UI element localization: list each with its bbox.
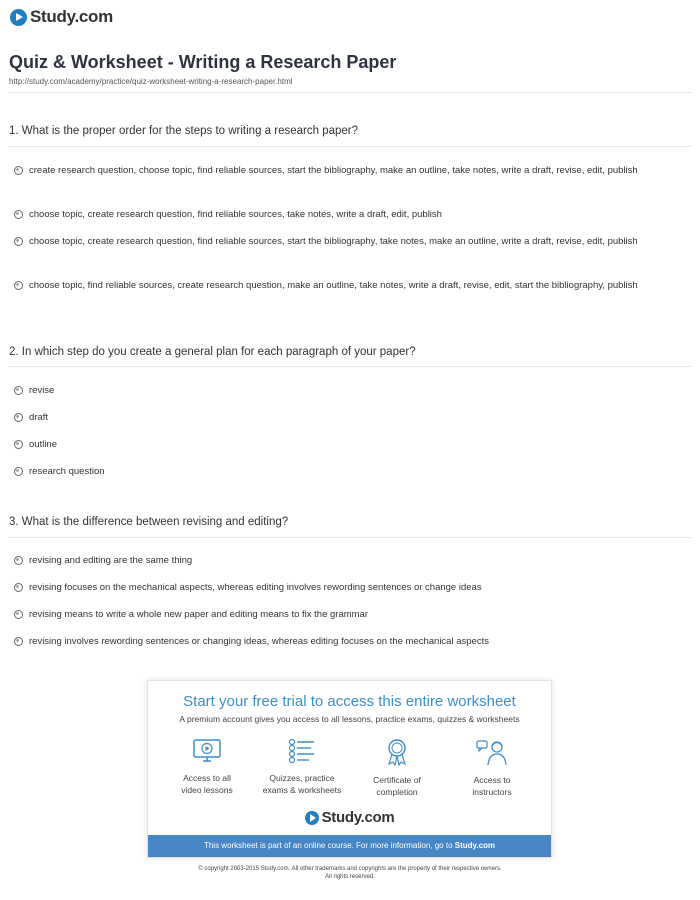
logo-text: Study.com	[30, 7, 113, 26]
free-trial-promo[interactable]	[147, 680, 552, 858]
promo-logo-text: Study.com	[321, 809, 395, 826]
radio-button[interactable]	[14, 237, 23, 246]
radio-button[interactable]	[14, 413, 23, 422]
radio-button[interactable]	[14, 210, 23, 219]
answer-option[interactable]	[14, 279, 686, 294]
quiz-list-icon	[287, 738, 317, 764]
answer-option[interactable]	[14, 411, 686, 426]
radio-button[interactable]	[14, 467, 23, 476]
instructor-icon	[475, 738, 509, 766]
divider	[8, 92, 692, 93]
feature-quizzes	[252, 738, 352, 796]
answer-text: research question	[29, 466, 105, 477]
radio-button[interactable]	[14, 166, 23, 175]
promo-title[interactable]: Start your free trial to access this entire worksheet	[183, 693, 516, 710]
radio-button[interactable]	[14, 556, 23, 565]
answer-text: create research question, choose topic, find reliable sources, start the bibliography, make an outline, take notes, write a draft, revise, edit, publish	[29, 165, 638, 176]
study-link[interactable]: Study.com	[454, 841, 496, 850]
promo-bar-text: This worksheet is part of an online course. For more information, go to	[203, 841, 455, 850]
divider	[8, 537, 692, 538]
certificate-icon	[382, 738, 412, 766]
copyright-line: © copyright 2003-2015 Study.com. All other trademarks and copyrights are the property of their respective owners.	[198, 866, 502, 872]
answer-option[interactable]	[14, 581, 686, 596]
video-lesson-icon	[192, 738, 222, 764]
play-logo-icon	[10, 9, 27, 26]
question-1: 1. What is the proper order for the steps to writing a research paper?	[9, 125, 359, 137]
answer-text: revising means to write a whole new paper and editing means to fix the grammar	[29, 609, 369, 620]
feature-label: Certificate of completion	[373, 775, 421, 797]
answer-option[interactable]	[14, 438, 686, 453]
play-logo-icon	[305, 811, 319, 825]
divider	[8, 146, 692, 147]
answer-text: revising focuses on the mechanical aspects, whereas editing involves rewording sentences or change ideas	[29, 582, 482, 593]
radio-button[interactable]	[14, 637, 23, 646]
answer-text: revising involves rewording sentences or changing ideas, whereas editing focuses on the mechanical aspects	[29, 636, 489, 647]
answer-text: choose topic, create research question, find reliable sources, take notes, write a draft, edit, publish	[29, 209, 442, 220]
answer-option[interactable]	[14, 164, 686, 179]
answer-text: choose topic, create research question, find reliable sources, start the bibliography, take notes, make an outline, write a draft, revise, edit, publish	[29, 236, 638, 247]
answer-text: revise	[29, 385, 55, 396]
radio-button[interactable]	[14, 583, 23, 592]
answer-option[interactable]	[14, 384, 686, 399]
feature-video-lessons	[157, 738, 257, 796]
feature-certificate	[347, 738, 447, 798]
answer-option[interactable]	[14, 554, 686, 569]
answer-text: revising and editing are the same thing	[29, 555, 193, 566]
feature-label: Access to instructors	[472, 775, 512, 797]
answer-text: choose topic, find reliable sources, create research question, make an outline, take notes, write a draft, revise, edit, start the bibliography, publish	[29, 280, 638, 291]
copyright-footer	[0, 865, 700, 881]
rights-line: All rights reserved.	[325, 874, 375, 880]
feature-instructors	[442, 738, 542, 798]
answer-text: outline	[29, 439, 57, 450]
question-2: 2. In which step do you create a general plan for each paragraph of your paper?	[9, 346, 416, 358]
divider	[8, 366, 692, 367]
radio-button[interactable]	[14, 610, 23, 619]
answer-text: draft	[29, 412, 49, 423]
answer-option[interactable]	[14, 608, 686, 623]
answer-option[interactable]	[14, 635, 686, 650]
promo-info-bar	[148, 835, 551, 857]
radio-button[interactable]	[14, 281, 23, 290]
feature-label: Access to all video lessons	[181, 773, 233, 795]
radio-button[interactable]	[14, 386, 23, 395]
answer-option[interactable]	[14, 465, 686, 480]
promo-study-logo[interactable]	[148, 809, 551, 826]
promo-subtitle: A premium account gives you access to all lessons, practice exams, quizzes & worksheets	[179, 714, 520, 724]
question-3: 3. What is the difference between revising and editing?	[9, 516, 289, 528]
study-logo[interactable]	[10, 6, 113, 28]
feature-label: Quizzes, practice exams & worksheets	[262, 773, 342, 795]
radio-button[interactable]	[14, 440, 23, 449]
page-url: http://study.com/academy/practice/quiz-worksheet-writing-a-research-paper.html	[9, 77, 293, 86]
answer-option[interactable]	[14, 235, 686, 250]
answer-option[interactable]	[14, 208, 686, 223]
page-title: Quiz & Worksheet - Writing a Research Paper	[9, 52, 397, 72]
